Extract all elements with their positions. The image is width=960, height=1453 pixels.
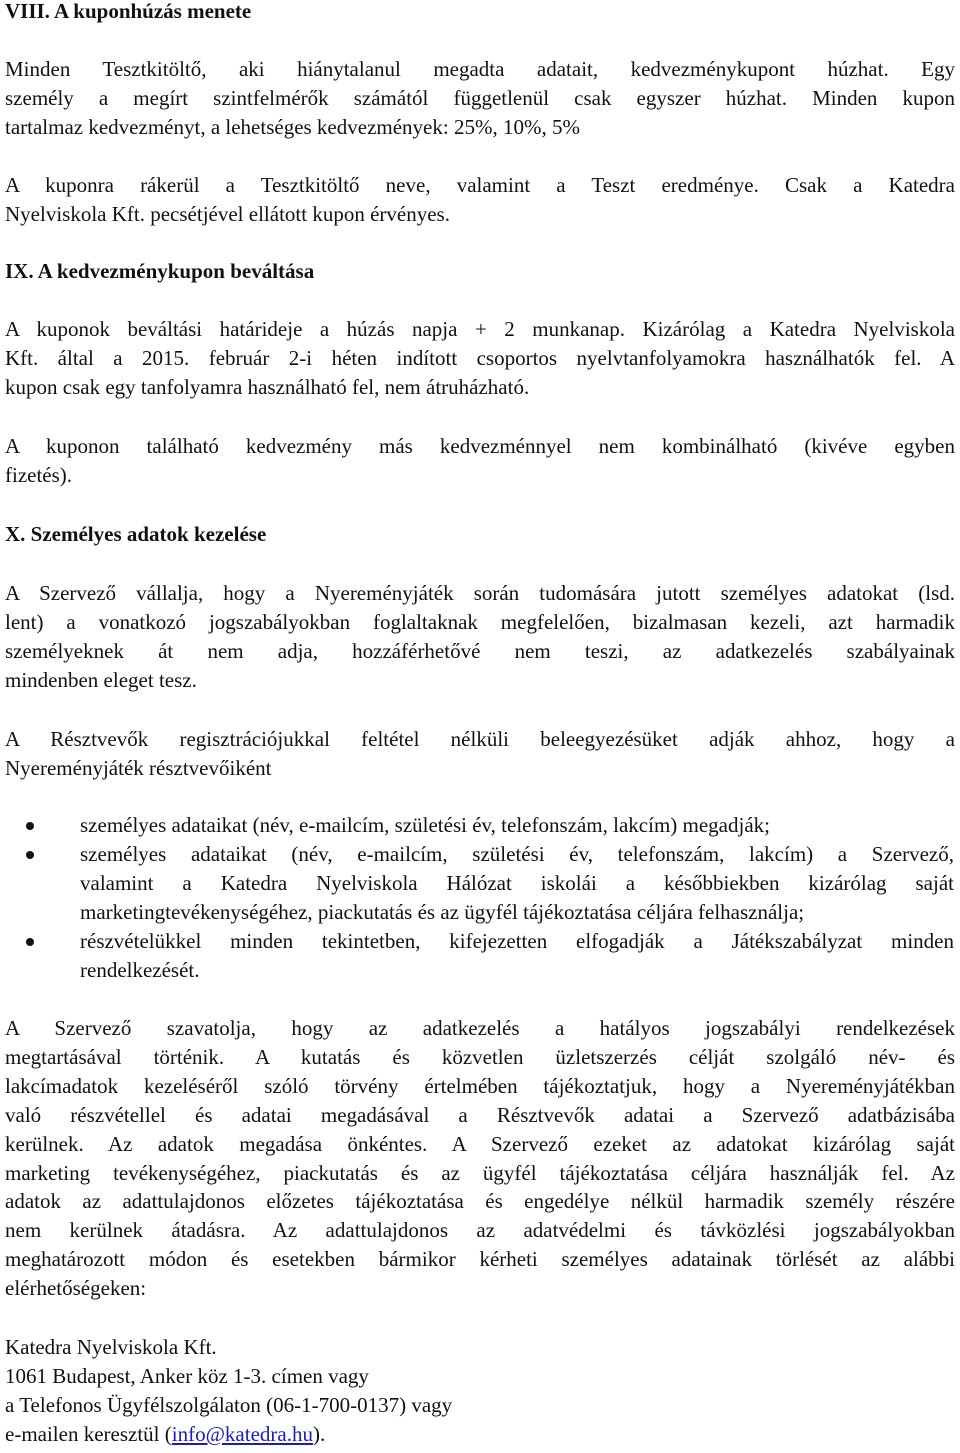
paragraph-line: Kft. által a 2015. február 2-i héten indított csoportos nyelvtanfolyamokra használhatók fel. A [5,345,955,370]
list-item-line: marketingtevékenységéhez, piackutatás és az ügyfél tájékoztatása céljára felhasználja; [80,899,805,924]
paragraph-line: kerülnek. Az adatok megadása önkéntes. A Szervező ezeket az adatokat kizárólag saját [5,1131,955,1156]
paragraph-line: lakcímadatok kezeléséről szóló törvény értelmében tájékoztatjuk, hogy a Nyereményjátékban [5,1073,955,1098]
paragraph-line: nem kerülnek átadásra. Az adattulajdonos az adatvédelmi és távközlési jogszabályokban [5,1218,955,1243]
paragraph-line: való részvétellel és adatai megadásával a Résztvevők adatai a Szervező adatbázisába [5,1102,955,1127]
paragraph-line: személyeknek át nem adja, hozzáférhetővé nem teszi, az adatkezelés szabályainak [5,638,955,663]
address-street: 1061 Budapest, Anker köz 1-3. címen vagy [5,1364,369,1388]
bullet-icon [26,938,34,946]
paragraph-line: A Szervező vállalja, hogy a Nyereményjáték során tudomására jutott személyes adatokat (lsd. [5,581,955,605]
list-item-line: személyes adataikat (név, e-mailcím, születési év, telefonszám, lakcím) a Szervező, [80,841,954,866]
paragraph-line: tartalmaz kedvezményt, a lehetséges kedvezmények: 25%, 10%, 5% [5,114,580,139]
paragraph-line: A kuponok beváltási határideje a húzás napja + 2 munkanap. Kizárólag a Katedra Nyelviskola [5,317,955,341]
paragraph-line: mindenben eleget tesz. [5,667,197,692]
paragraph-line: Nyelviskola Kft. pecsétjével ellátott kupon érvényes. [5,201,450,226]
email-link[interactable]: info@katedra.hu [171,1422,313,1446]
address-email-line [5,1420,955,1448]
paragraph-line: A kuponon található kedvezmény más kedvezménnyel nem kombinálható (kivéve egyben [5,434,955,458]
list-item-line: valamint a Katedra Nyelviskola Hálózat iskolái a későbbiekben kizárólag saját [80,870,954,895]
list-item-line: részvételükkel minden tekintetben, kifejezetten elfogadják a Játékszabályzat minden [80,928,954,953]
paragraph-line: személy a megírt szintfelmérők számától függetlenül csak egyszer húzhat. Minden kupon [5,85,955,110]
address-company: Katedra Nyelviskola Kft. [5,1335,217,1359]
section-heading: VIII. A kuponhúzás menete [5,0,252,23]
paragraph-line: adatok az adattulajdonos előzetes tájékoztatása és engedélye nélkül harmadik személy részére [5,1189,955,1214]
section-heading: X. Személyes adatok kezelése [5,522,267,546]
paragraph-line: A kuponra rákerül a Tesztkitöltő neve, valamint a Teszt eredménye. Csak a Katedra [5,173,955,197]
paragraph-line: Nyereményjáték résztvevőiként [5,755,272,780]
list-item-line: rendelkezését. [80,957,200,982]
paragraph-line: elérhetőségeken: [5,1276,147,1301]
section-heading: IX. A kedvezménykupon beváltása [5,259,315,283]
address-phone: a Telefonos Ügyfélszolgálaton (06-1-700-0137) vagy [5,1393,453,1417]
paragraph-line: fizetés). [5,462,73,487]
paragraph-line: megtartásával történik. A kutatás és közvetlen üzletszerzés célját szolgáló név- és [5,1044,955,1069]
bullet-icon [26,851,34,859]
paragraph-line: A Résztvevők regisztrációjukkal feltétel nélküli beleegyezésüket adják ahhoz, hogy a [5,727,955,751]
paragraph-line: A Szervező szavatolja, hogy az adatkezelés a hatályos jogszabályi rendelkezések [5,1016,955,1040]
list-item-line: személyes adataikat (név, e-mailcím, születési év, telefonszám, lakcím) megadják; [80,813,770,837]
email-prefix: e-mailen keresztül ( [5,1422,172,1446]
email-suffix: ). [312,1422,326,1446]
paragraph-line: kupon csak egy tanfolyamra használható fel, nem átruházható. [5,374,530,399]
paragraph-line: marketing tevékenységéhez, piackutatás és az ügyfél tájékoztatása céljára használják fel. Az [5,1160,955,1185]
paragraph-line: Minden Tesztkitöltő, aki hiánytalanul megadta adatait, kedvezménykupont húzhat. Egy [5,57,955,81]
paragraph-line: meghatározott módon és esetekben bármikor kérheti személyes adatainak törlését az alábbi [5,1247,955,1272]
paragraph-line: lent) a vonatkozó jogszabályokban foglaltaknak megfelelően, bizalmasan kezeli, azt harmadik [5,609,955,634]
bullet-icon [26,822,34,830]
